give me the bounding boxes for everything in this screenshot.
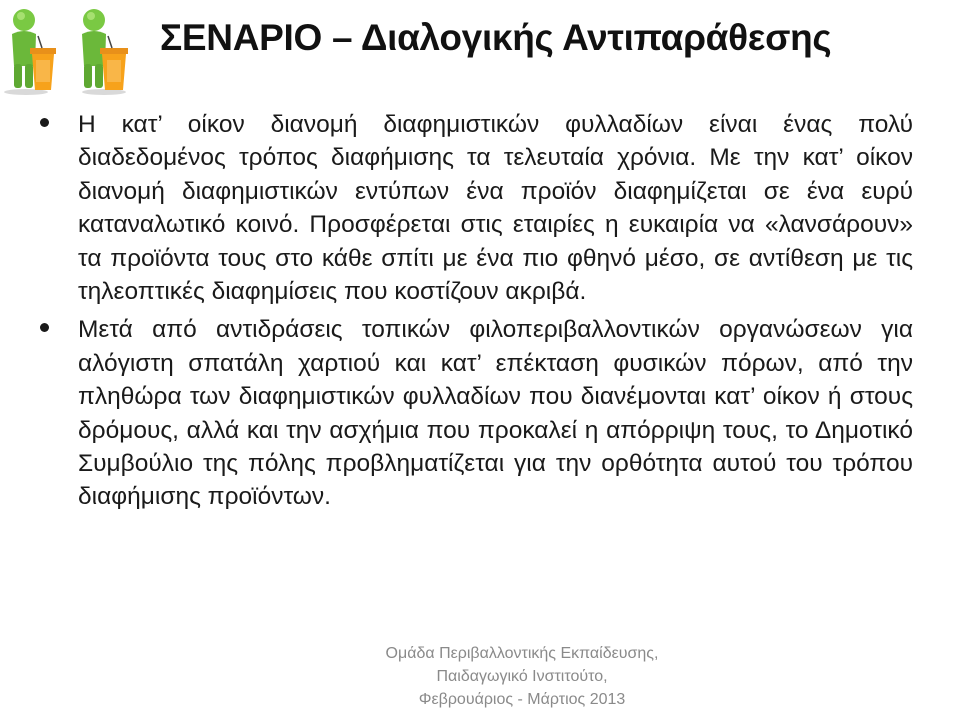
bullet-dot-icon [40, 323, 49, 332]
bullet-text: Μετά από αντιδράσεις τοπικών φιλοπεριβαλλοντικών οργανώσεων για αλόγιστη σπατάλη χαρτιού και κατ’ επέκταση φυσικών πόρων, από την πληθώρα των διαφημιστικών φυλλαδίων που διανέμονται κατ’ οίκον ή στους δρόμους, αλλά και την ασχήμια που προκαλεί η απόρριψη τους, το Δημοτικό Συμβούλιο της πόλης προβληματίζεται για την ορθότητα αυτού του τρόπου διαφήμισης προϊόντων. [78, 316, 913, 511]
footer-line: Φεβρουάριος - Μάρτιος 2013 [418, 691, 626, 708]
bullet-item [38, 313, 913, 513]
slide-title: ΣΕΝΑΡΙΟ – Διαλογικής Αντιπαράθεσης [160, 17, 832, 58]
footer [356, 642, 688, 711]
footer-line: Ομάδα Περιβαλλοντικής Εκπαίδευσης, [385, 645, 659, 662]
speaker-at-podium-icon [74, 4, 134, 96]
bullet-text: Η κατ’ οίκον διανομή διαφημιστικών φυλλαδίων είναι ένας πολύ διαδεδομένος τρόπος διαφήμισης τα τελευταία χρόνια. Με την κατ’ οίκον διανομή διαφημιστικών εντύπων ένα προϊόν διαφημίζεται σε ένα ευρύ καταναλωτικό κοινό. Προσφέρεται στις εταιρίες η ευκαιρία να «λανσάρουν» τα προϊόντα τους στο κάθε σπίτι με ένα πιο φθηνό μέσο, σε αντίθεση με τις τηλεοπτικές διαφημίσεις που κοστίζουν ακριβά. [78, 111, 913, 306]
speaker-at-podium-icon [2, 4, 62, 96]
bullet-list [38, 108, 913, 519]
bullet-item [38, 108, 913, 308]
footer-line: Παιδαγωγικό Ινστιτούτο, [436, 668, 608, 685]
bullet-dot-icon [40, 118, 49, 127]
